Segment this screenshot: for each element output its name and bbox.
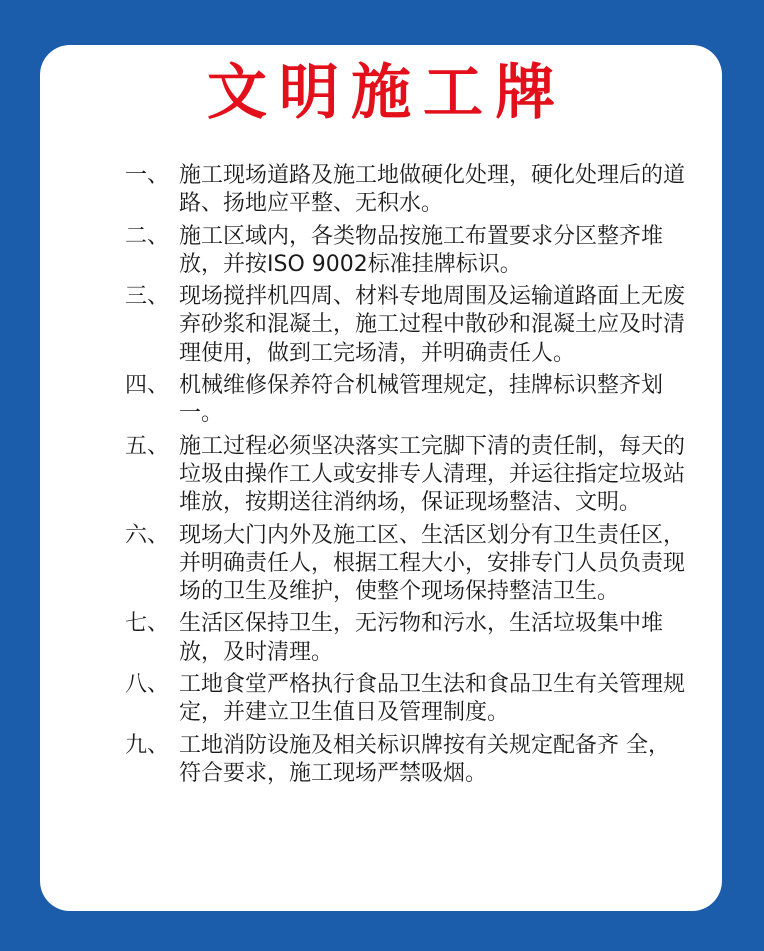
- rule-number: 二、: [125, 223, 170, 249]
- rule-item: [125, 372, 685, 429]
- rule-text: 现场搅拌机四周、材料专地周围及运输道路面上无废弃砂浆和混凝土，施工过程中散砂和混凝土应及时清理使用，做到工完场清，并明确责任人。: [179, 284, 686, 366]
- rule-text: 工地食堂严格执行食品卫生法和食品卫生有关管理规定，并建立卫生值日及管理制度。: [179, 672, 686, 726]
- rule-item: [125, 162, 685, 219]
- rule-item: [125, 522, 685, 607]
- rule-text: 施工现场道路及施工地做硬化处理，硬化处理后的道路、扬地应平整、无积水。: [179, 163, 686, 217]
- rule-text: 施工过程必须坚决落实工完脚下清的责任制，每天的垃圾由操作工人或安排专人清理，并运往指定垃圾站堆放，按期送往消纳场，保证现场整洁、文明。: [179, 433, 686, 516]
- rule-text: 现场大门内外及施工区、生活区划分有卫生责任区，并明确责任人，根据工程大小，安排专门人员负责现场的卫生及维护，使整个现场保持整洁卫生。: [179, 522, 686, 605]
- sign-title: 文明施工牌: [207, 58, 567, 128]
- rule-item: [125, 283, 685, 368]
- rule-number: 九、: [125, 732, 170, 758]
- rule-item: [125, 671, 685, 728]
- rule-item: [125, 610, 685, 667]
- rule-number: 八、: [125, 672, 170, 698]
- rule-text: 生活区保持卫生，无污物和污水，生活垃圾集中堆放，及时清理。: [179, 611, 664, 665]
- rule-item: [125, 732, 685, 789]
- rule-number: 七、: [125, 611, 170, 637]
- rule-number: 一、: [125, 163, 170, 188]
- sign-panel: [40, 45, 722, 911]
- rule-number: 三、: [125, 284, 170, 310]
- rule-item: [125, 223, 685, 280]
- rule-number: 四、: [125, 373, 170, 399]
- rule-text: 工地消防设施及相关标识牌按有关规定配备齐 全，符合要求，施工现场严禁吸烟。: [179, 732, 670, 786]
- rules-list: [125, 162, 685, 792]
- rule-number: 六、: [125, 522, 170, 548]
- rule-text: 机械维修保养符合机械管理规定，挂牌标识整齐划一。: [179, 373, 664, 427]
- rule-text: 施工区域内，各类物品按施工布置要求分区整齐堆放，并按ISO 9002标准挂牌标识。: [179, 223, 664, 277]
- rule-number: 五、: [125, 433, 170, 459]
- rule-item: [125, 433, 685, 518]
